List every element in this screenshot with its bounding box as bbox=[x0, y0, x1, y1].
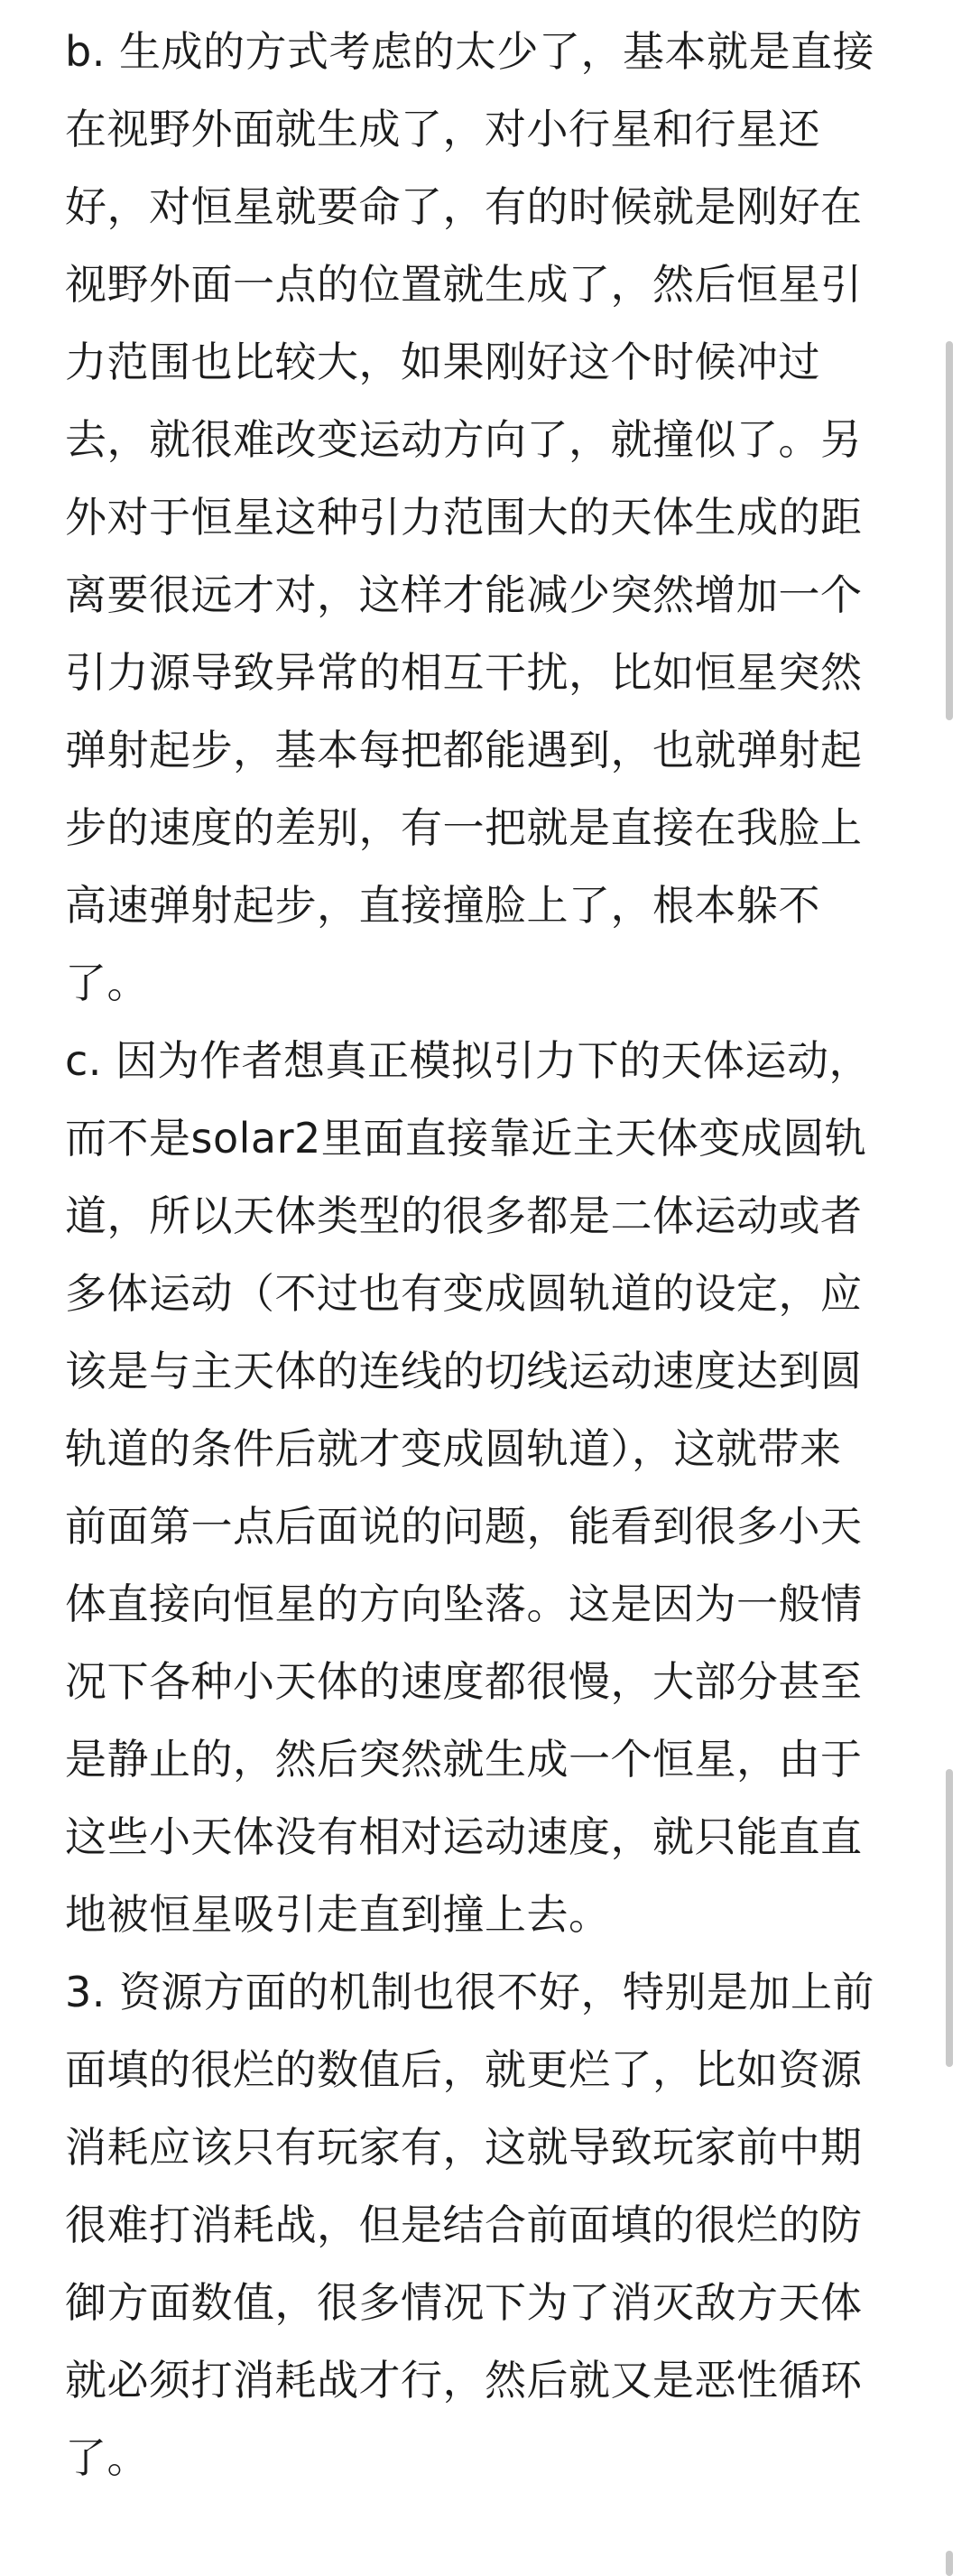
text-line: 就必须打消耗战才行，然后就又是恶性循环 bbox=[65, 2356, 863, 2405]
text-line: 该是与主天体的连线的切线运动速度达到圆 bbox=[65, 1347, 863, 1395]
scrollbar-thumb[interactable] bbox=[946, 341, 953, 720]
text-line: c. 因为作者想真正模拟引力下的天体运动， bbox=[65, 1036, 872, 1085]
text-line: 况下各种小天体的速度都很慢，大部分甚至 bbox=[65, 1657, 863, 1706]
text-line: 很难打消耗战，但是结合前面填的很烂的防 bbox=[65, 2201, 863, 2249]
text-line: 体直接向恒星的方向坠落。这是因为一般情 bbox=[65, 1580, 863, 1628]
text-line: 引力源导致异常的相互干扰，比如恒星突然 bbox=[65, 648, 863, 697]
text-line: 御方面数值，很多情况下为了消灭敌方天体 bbox=[65, 2278, 863, 2327]
text-line: b. 生成的方式考虑的太少了，基本就是直接 bbox=[65, 27, 874, 76]
text-line: 前面第一点后面说的问题，能看到很多小天 bbox=[65, 1502, 863, 1551]
scrollbar-thumb[interactable] bbox=[946, 2551, 953, 2576]
text-line: 外对于恒星这种引力范围大的天体生成的距 bbox=[65, 493, 863, 542]
text-line: 地被恒星吸引走直到撞上去。 bbox=[65, 1890, 611, 1939]
text-line: 去，就很难改变运动方向了，就撞似了。另 bbox=[65, 415, 863, 464]
text-line: 离要很远才对，这样才能减少突然增加一个 bbox=[65, 570, 863, 619]
text-line: 这些小天体没有相对运动速度，就只能直直 bbox=[65, 1812, 863, 1861]
scrollbar-thumb[interactable] bbox=[946, 1769, 953, 2067]
text-line: 步的速度的差别，有一把就是直接在我脸上 bbox=[65, 803, 863, 852]
text-line: 面填的很烂的数值后，就更烂了，比如资源 bbox=[65, 2045, 863, 2094]
text-line: 是静止的，然后突然就生成一个恒星，由于 bbox=[65, 1735, 863, 1784]
paragraph-c bbox=[65, 1022, 910, 1953]
paragraph-b bbox=[65, 13, 910, 1022]
text-line: 弹射起步，基本每把都能遇到，也就弹射起 bbox=[65, 726, 863, 774]
text-line: 多体运动（不过也有变成圆轨道的设定，应 bbox=[65, 1269, 863, 1318]
text-line: 了。 bbox=[65, 959, 149, 1007]
text-line: 力范围也比较大，如果刚好这个时候冲过 bbox=[65, 338, 820, 386]
text-line: 高速弹射起步，直接撞脸上了，根本躲不 bbox=[65, 881, 820, 930]
text-line: 了。 bbox=[65, 2433, 149, 2482]
text-line: 道，所以天体类型的很多都是二体运动或者 bbox=[65, 1191, 863, 1240]
text-line: 消耗应该只有玩家有，这就导致玩家前中期 bbox=[65, 2123, 863, 2172]
article-body bbox=[65, 13, 910, 2497]
text-line: 视野外面一点的位置就生成了，然后恒星引 bbox=[65, 260, 863, 309]
text-line: 好，对恒星就要命了，有的时候就是刚好在 bbox=[65, 182, 863, 231]
text-line: 3. 资源方面的机制也很不好，特别是加上前 bbox=[65, 1968, 875, 2016]
paragraph-3 bbox=[65, 1953, 910, 2497]
text-line: 在视野外面就生成了，对小行星和行星还 bbox=[65, 105, 820, 153]
text-line: 轨道的条件后就才变成圆轨道），这就带来 bbox=[65, 1424, 842, 1473]
text-line: 而不是solar2里面直接靠近主天体变成圆轨 bbox=[65, 1114, 867, 1163]
